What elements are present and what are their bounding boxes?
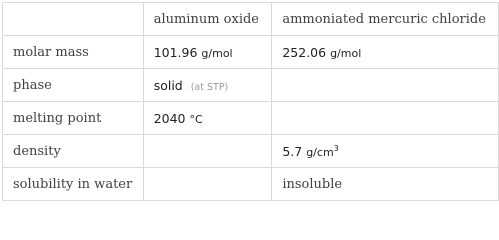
table-row: [3, 102, 499, 135]
header-aluminum-oxide: aluminum oxide: [143, 3, 272, 36]
solubility-ammoniated-mercuric-chloride: insoluble: [272, 168, 499, 201]
unit-exponent: 3: [333, 143, 339, 153]
row-label-molar-mass: molar mass: [3, 36, 144, 69]
value: 2040: [153, 110, 186, 126]
unit: g/mol: [201, 46, 233, 60]
density-aluminum-oxide: [143, 135, 272, 168]
note: (at STP): [190, 81, 229, 93]
value: solid: [153, 77, 183, 93]
molar-mass-ammoniated-mercuric-chloride: [272, 36, 499, 69]
header-ammoniated-mercuric-chloride: ammoniated mercuric chloride: [272, 3, 499, 36]
value: 5.7: [282, 143, 303, 159]
molar-mass-aluminum-oxide: [143, 36, 272, 69]
value: 252.06: [282, 44, 327, 60]
unit: °C: [189, 112, 203, 126]
row-label-phase: phase: [3, 69, 144, 102]
phase-ammoniated-mercuric-chloride: [272, 69, 499, 102]
table-row: [3, 69, 499, 102]
row-label-melting-point: melting point: [3, 102, 144, 135]
melting-point-aluminum-oxide: [143, 102, 272, 135]
phase-aluminum-oxide: [143, 69, 272, 102]
comparison-table: [2, 2, 499, 201]
header-row: [3, 3, 499, 36]
solubility-aluminum-oxide: [143, 168, 272, 201]
value: 101.96: [153, 44, 198, 60]
table-row: [3, 36, 499, 69]
row-label-solubility-in-water: solubility in water: [3, 168, 144, 201]
table-row: [3, 168, 499, 201]
row-label-density: density: [3, 135, 144, 168]
header-empty-cell: [3, 3, 144, 36]
table-row: [3, 135, 499, 168]
unit: g/cm: [306, 145, 334, 159]
melting-point-ammoniated-mercuric-chloride: [272, 102, 499, 135]
unit: g/mol: [330, 46, 362, 60]
density-ammoniated-mercuric-chloride: [272, 135, 499, 168]
